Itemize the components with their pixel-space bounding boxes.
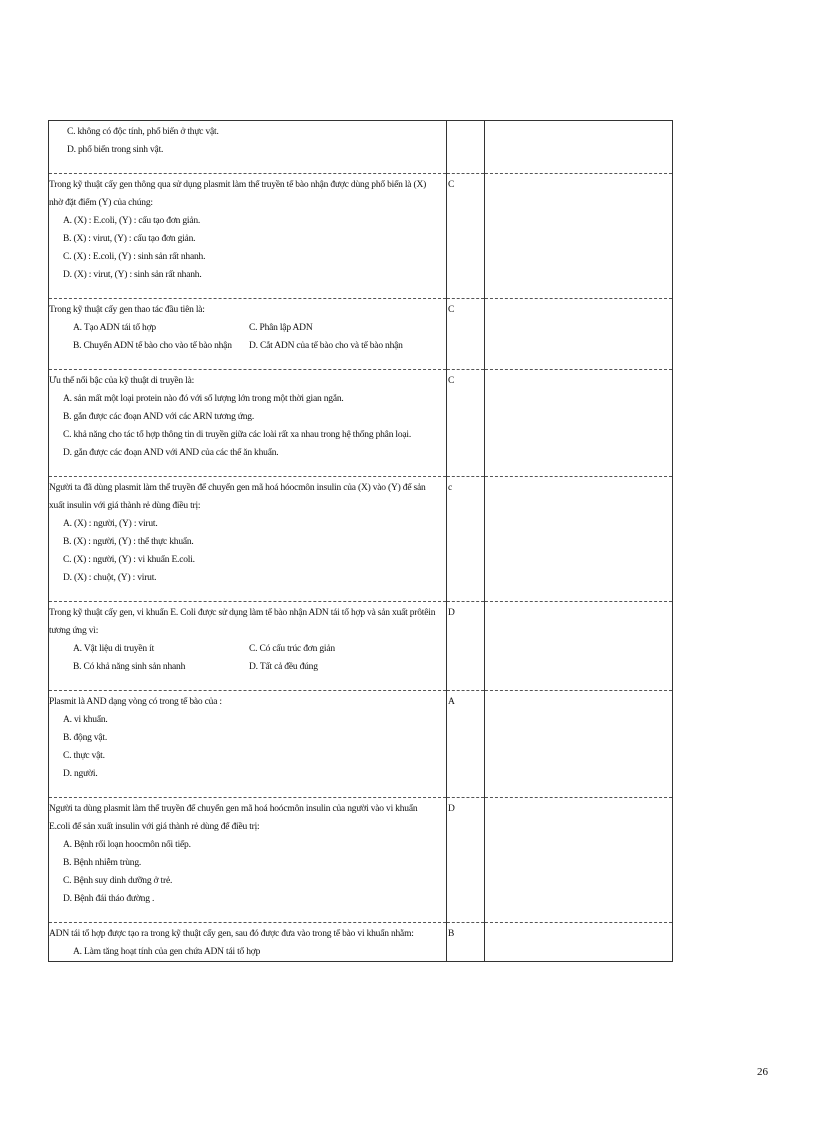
answer-cell: B — [447, 923, 485, 962]
option-d: D. Cắt ADN của tế bào cho và tế bào nhận — [249, 341, 403, 351]
question-cell — [49, 174, 447, 299]
option-c: C. khả năng cho tác tổ hợp thông tin di truyền giữa các loài rất xa nhau trong hệ thống phân loại. — [63, 430, 412, 440]
option-grid-row — [49, 640, 446, 658]
question-cell — [49, 602, 447, 691]
answer-cell: C — [447, 299, 485, 370]
question-stem: ADN tái tổ hợp được tạo ra trong kỹ thuật cấy gen, sau đó được đưa vào trong tế bào vi khuẩn nhằm: — [49, 929, 414, 939]
option-b: B. Chuyển ADN tế bào cho vào tế bào nhận — [73, 341, 232, 351]
option-d: D. gắn được các đoạn AND với AND của các thể ăn khuẩn. — [63, 448, 279, 458]
notes-cell — [485, 798, 673, 923]
question-stem: Ưu thế nổi bậc của kỹ thuật di truyền là: — [49, 376, 195, 386]
question-cell — [49, 477, 447, 602]
option-c: C. Có cấu trúc đơn giản — [249, 644, 335, 654]
option-a: A. sản mất một loại protein nào đó với số lượng lớn trong một thời gian ngắn. — [63, 394, 344, 404]
question-cell — [49, 299, 447, 370]
option-c: C. (X) : người, (Y) : vi khuẩn E.coli. — [63, 555, 195, 565]
question-stem: Trong kỹ thuật cấy gen, vi khuẩn E. Coli được sử dụng làm tế bào nhận ADN tái tổ hợp và sản xuất prôtêin tương ứng vì: — [49, 608, 436, 636]
question-table — [48, 120, 673, 962]
question-row-2 — [49, 299, 673, 370]
notes-cell — [485, 121, 673, 174]
option-a: A. (X) : người, (Y) : virut. — [63, 519, 158, 529]
question-row-7 — [49, 798, 673, 923]
option-b: B. động vật. — [63, 733, 108, 743]
option-grid-row — [49, 658, 446, 676]
answer-cell: D — [447, 602, 485, 691]
option-c: C. (X) : E.coli, (Y) : sinh sản rất nhanh. — [63, 252, 206, 262]
answer-cell: c — [447, 477, 485, 602]
notes-cell — [485, 370, 673, 477]
answer-cell — [447, 121, 485, 174]
option-b: B. (X) : virut, (Y) : cấu tạo đơn giản. — [63, 234, 196, 244]
question-cell — [49, 121, 447, 174]
question-row-1 — [49, 174, 673, 299]
question-row-0 — [49, 121, 673, 174]
page-number: 26 — [757, 1066, 768, 1078]
notes-cell — [485, 923, 673, 962]
option-c: C. Bệnh suy dinh dưỡng ở trẻ. — [63, 876, 173, 886]
option-d: D. người. — [63, 769, 98, 779]
notes-cell — [485, 691, 673, 798]
question-row-5 — [49, 602, 673, 691]
question-row-8 — [49, 923, 673, 962]
option-d: D. Bệnh đái tháo đường . — [63, 894, 155, 904]
question-cell — [49, 923, 447, 962]
option-a: A. Tạo ADN tái tổ hợp — [73, 323, 156, 333]
question-cell — [49, 370, 447, 477]
question-row-4 — [49, 477, 673, 602]
option-a: A. vi khuẩn. — [63, 715, 108, 725]
option-d: D. Tất cả đều đúng — [249, 662, 318, 672]
option-a: A. Vật liệu di truyền ít — [73, 644, 155, 654]
option-a: A. Bệnh rối loạn hoocmôn nối tiếp. — [63, 840, 191, 850]
question-stem: Người ta đã dùng plasmit làm thể truyền để chuyển gen mã hoá hóocmôn insulin của (X) vào (Y) để sản xuất insulin với giá thành rẻ dùng điều trị: — [49, 483, 426, 511]
option-b: B. (X) : người, (Y) : thể thực khuẩn. — [63, 537, 194, 547]
answer-cell: C — [447, 174, 485, 299]
answer-cell: C — [447, 370, 485, 477]
question-cell — [49, 691, 447, 798]
option-d: D. (X) : virut, (Y) : sinh sản rất nhanh. — [63, 270, 202, 280]
question-stem: Plasmit là AND dạng vòng có trong tế bào của : — [49, 697, 222, 707]
option-b: B. gắn được các đoạn AND với các ARN tương ứng. — [63, 412, 255, 422]
notes-cell — [485, 174, 673, 299]
answer-cell: A — [447, 691, 485, 798]
answer-cell: D — [447, 798, 485, 923]
question-row-3 — [49, 370, 673, 477]
option-b: B. Bệnh nhiễm trùng. — [63, 858, 142, 868]
question-stem: Trong kỹ thuật cấy gen thông qua sử dụng plasmit làm thể truyền tế bào nhận được dùng phổ biến là (X) nhờ đặt điểm (Y) của chúng: — [49, 180, 427, 208]
option-a: A. Làm tăng hoạt tính của gen chứa ADN tái tổ hợp — [73, 947, 261, 957]
option-a: A. (X) : E.coli, (Y) : cấu tạo đơn giản. — [63, 216, 201, 226]
question-cell — [49, 798, 447, 923]
option-b: B. Có khả năng sinh sản nhanh — [73, 662, 186, 672]
option-line: D. phổ biến trong sinh vật. — [67, 145, 164, 155]
option-line: C. không có độc tính, phổ biến ở thực vật. — [67, 127, 219, 137]
notes-cell — [485, 299, 673, 370]
notes-cell — [485, 602, 673, 691]
option-grid-row — [49, 319, 446, 337]
question-stem: Trong kỹ thuật cấy gen thao tác đầu tiên là: — [49, 305, 205, 315]
option-grid-row — [49, 337, 446, 355]
notes-cell — [485, 477, 673, 602]
option-d: D. (X) : chuột, (Y) : virut. — [63, 573, 157, 583]
question-stem: Người ta dùng plasmit làm thể truyền để chuyển gen mã hoá hoócmôn insulin của người vào vi khuẩn E.coli để sản xuất insulin với giá thành rẻ dùng để điều trị: — [49, 804, 418, 832]
option-c: C. thực vật. — [63, 751, 105, 761]
option-c: C. Phân lập ADN — [249, 323, 313, 333]
question-row-6 — [49, 691, 673, 798]
